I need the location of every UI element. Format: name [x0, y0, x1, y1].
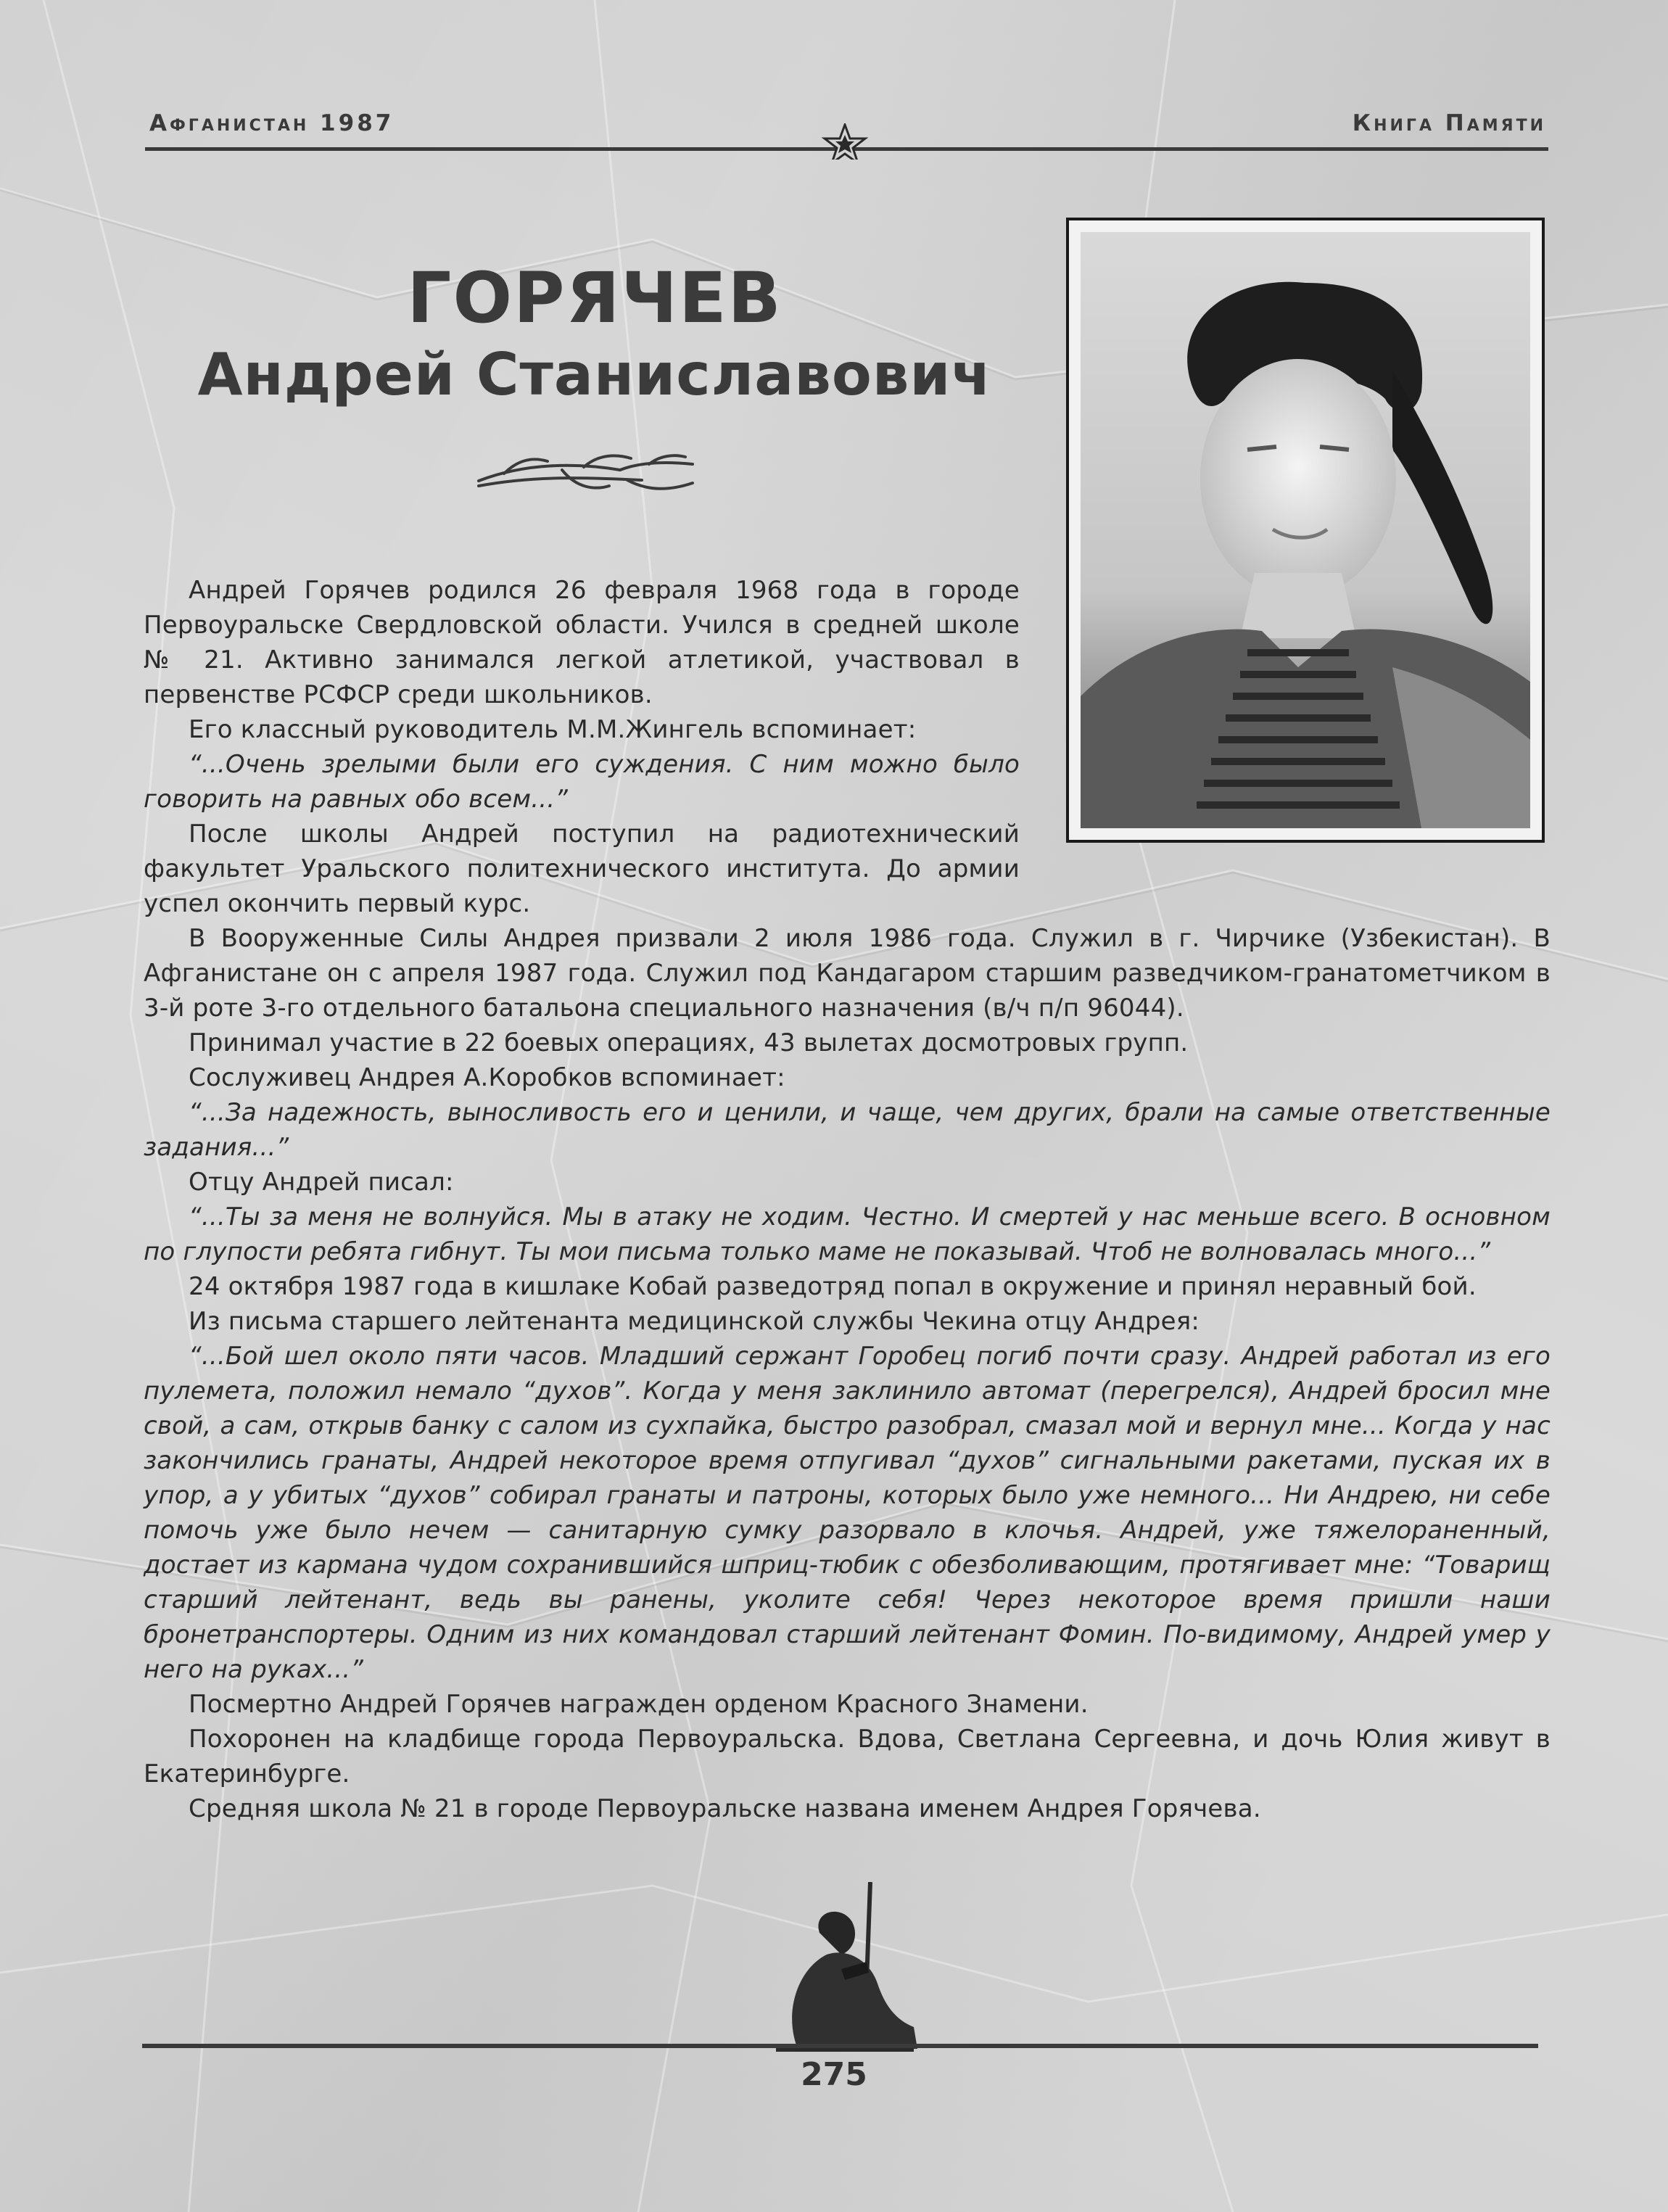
- paragraph: Андрей Горячев родился 26 февраля 1968 года в городе Первоуральске Свердловской области. Учился в средней школе № 21. Активно занимался легкой атлетикой, участвовал в первенстве РСФСР среди школьников.: [144, 576, 1020, 709]
- paragraph: Принимал участие в 22 боевых операциях, 43 вылетах досмотровых групп.: [189, 1028, 1189, 1057]
- header-rule: [145, 123, 1548, 160]
- quote-paragraph: “...За надежность, выносливость его и ценили, и чаще, чем других, брали на самые ответственные задания...”: [144, 1098, 1551, 1162]
- surname-heading: ГОРЯЧЕВ: [407, 257, 783, 339]
- article-body: [144, 573, 1551, 1826]
- paragraph: Посмертно Андрей Горячев награжден орденом Красного Знамени.: [189, 1690, 1089, 1719]
- paragraph: Из письма старшего лейтенанта медицинской службы Чекина отцу Андрея:: [189, 1307, 1200, 1336]
- quote-paragraph: “...Очень зрелыми были его суждения. С ним можно было говорить на равных обо всем...”: [144, 750, 1020, 814]
- soldier-silhouette-icon: [769, 1882, 921, 2052]
- paragraph: Его классный руководитель М.М.Жингель вспоминает:: [189, 715, 917, 744]
- star-icon: [825, 125, 865, 160]
- quote-paragraph: “...Ты за меня не волнуйся. Мы в атаку не ходим. Честно. И смертей у нас меньше всего. В основном по глупости ребята гибнут. Ты мои письма только маме не показывай. Чтоб не волновалась много...”: [144, 1202, 1551, 1266]
- paragraph: Средняя школа № 21 в городе Первоуральске названа именем Андрея Горячева.: [189, 1794, 1261, 1823]
- paragraph: После школы Андрей поступил на радиотехнический факультет Уральского политехнического института. До армии успел окончить первый курс.: [144, 820, 1020, 918]
- footer-rule: [142, 2044, 1538, 2048]
- page-number: 275: [801, 2056, 867, 2093]
- header-right-title: Книга Памяти: [1352, 110, 1546, 136]
- paragraph: В Вооруженные Силы Андрея призвали 2 июля 1986 года. Служил в г. Чирчике (Узбекистан). В Афганистане он с апреля 1987 года. Служил под Кандагаром старшим разведчиком-гранатометчиком в 3-й роте 3-го отдельного батальона специального назначения (в/ч п/п 96044).: [144, 924, 1551, 1023]
- paragraph: 24 октября 1987 года в кишлаке Кобай разведотряд попал в окружение и принял неравный бой.: [189, 1272, 1477, 1301]
- paragraph: Сослуживец Андрея А.Коробков вспоминает:: [189, 1063, 785, 1092]
- branch-ornament-icon: [475, 448, 700, 499]
- quote-paragraph: “...Бой шел около пяти часов. Младший сержант Горобец погиб почти сразу. Андрей работал из его пулемета, положил немало “духов”. Когда у меня заклинило автомат (перегрелся), Андрей бросил мне свой, а сам, открыв банку с салом из сухпайка, быстро разобрал, смазал мой и вернул мне... Когда у нас закончились гранаты, Андрей некоторое время отпугивал “духов” сигнальными ракетами, пуская их в упор, а у убитых “духов” собирал гранаты и патроны, которых было уже немного... Ни Андрею, ни себе помочь уже было нечем — санитарную сумку разорвало в клочья. Андрей, уже тяжелораненный, достает из кармана чудом сохранившийся шприц-тюбик с обезболивающим, протягивает мне: “Товарищ старший лейтенант, ведь вы ранены, уколите себя! Через некоторое время пришли наши бронетранспортеры. Одним из них командовал старший лейтенант Фомин. По-видимому, Андрей умер у него на руках...”: [144, 1342, 1551, 1684]
- header-left-title: Афганистан 1987: [149, 110, 395, 136]
- full-name-heading: Андрей Станиславович: [197, 341, 992, 408]
- paragraph: Отцу Андрей писал:: [189, 1168, 454, 1197]
- paragraph: Похоронен на кладбище города Первоуральска. Вдова, Светлана Сергеевна, и дочь Юлия живут в Екатеринбурге.: [144, 1725, 1551, 1788]
